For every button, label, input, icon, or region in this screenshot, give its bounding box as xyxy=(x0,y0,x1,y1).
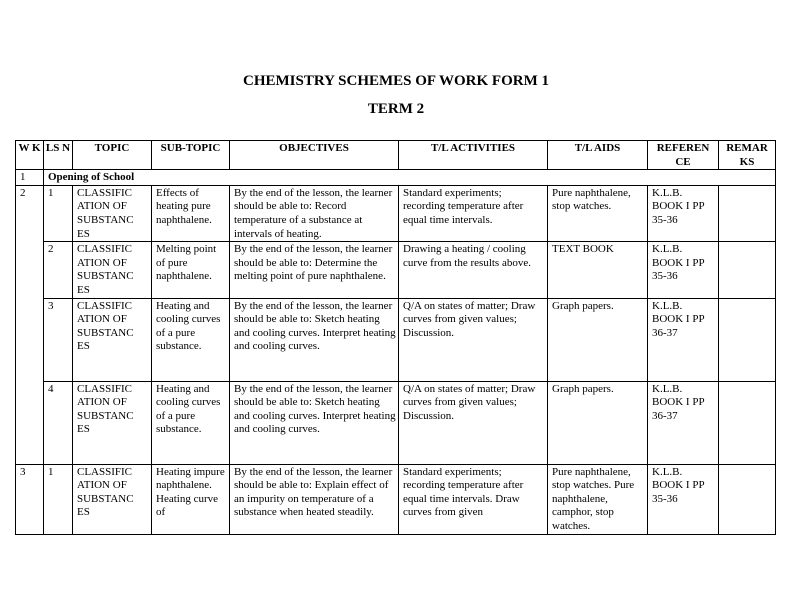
reference-cell: K.L.B. BOOK I PP 35-36 xyxy=(648,185,719,241)
header-reference: REFEREN CE xyxy=(648,141,719,170)
topic-cell: CLASSIFIC ATION OF SUBSTANC ES xyxy=(73,464,152,534)
objectives-cell: By the end of the lesson, the learner should be able to: Sketch heating and cooling curves. Interpret heating and cooling curves. xyxy=(230,381,399,464)
week-cell: 3 xyxy=(16,464,44,534)
table-row xyxy=(16,381,776,464)
lesson-cell: 1 xyxy=(44,464,73,534)
scheme-of-work-table xyxy=(15,140,776,535)
subtopic-cell: Effects of heating pure naphthalene. xyxy=(152,185,230,241)
header-lesson: LS N xyxy=(44,141,73,170)
aids-cell: Graph papers. xyxy=(548,381,648,464)
document-title: CHEMISTRY SCHEMES OF WORK FORM 1 xyxy=(242,73,550,89)
objectives-cell: By the end of the lesson, the learner should be able to: Record temperature of a substance at intervals of heating. xyxy=(230,185,399,241)
activities-cell: Standard experiments; recording temperature after equal time intervals. xyxy=(399,185,548,241)
opening-row xyxy=(16,170,776,186)
aids-cell: TEXT BOOK xyxy=(548,242,648,298)
lesson-cell: 4 xyxy=(44,381,73,464)
reference-cell: K.L.B. BOOK I PP 36-37 xyxy=(648,298,719,381)
topic-cell: CLASSIFIC ATION OF SUBSTANC ES xyxy=(73,242,152,298)
header-topic: TOPIC xyxy=(73,141,152,170)
term-heading: TERM 2 xyxy=(367,101,425,117)
subtopic-cell: Heating and cooling curves of a pure substance. xyxy=(152,298,230,381)
reference-cell: K.L.B. BOOK I PP 35-36 xyxy=(648,242,719,298)
objectives-cell: By the end of the lesson, the learner should be able to: Determine the melting point of pure naphthalene. xyxy=(230,242,399,298)
header-subtopic: SUB-TOPIC xyxy=(152,141,230,170)
remarks-cell xyxy=(719,298,776,381)
activities-cell: Drawing a heating / cooling curve from the results above. xyxy=(399,242,548,298)
table-row xyxy=(16,298,776,381)
aids-cell: Pure naphthalene, stop watches. xyxy=(548,185,648,241)
opening-week: 1 xyxy=(16,170,44,186)
header-remarks: REMAR KS xyxy=(719,141,776,170)
topic-cell: CLASSIFIC ATION OF SUBSTANC ES xyxy=(73,381,152,464)
table-row xyxy=(16,185,776,241)
aids-cell: Graph papers. xyxy=(548,298,648,381)
header-objectives: OBJECTIVES xyxy=(230,141,399,170)
remarks-cell xyxy=(719,185,776,241)
remarks-cell xyxy=(719,464,776,534)
header-row xyxy=(16,141,776,170)
week-cell: 2 xyxy=(16,185,44,464)
header-week: W K xyxy=(16,141,44,170)
lesson-cell: 3 xyxy=(44,298,73,381)
lesson-cell: 1 xyxy=(44,185,73,241)
objectives-cell: By the end of the lesson, the learner should be able to: Sketch heating and cooling curves. Interpret heating and cooling curves. xyxy=(230,298,399,381)
subtopic-cell: Heating and cooling curves of a pure substance. xyxy=(152,381,230,464)
reference-cell: K.L.B. BOOK I PP 35-36 xyxy=(648,464,719,534)
subtopic-cell: Heating impure naphthalene. Heating curve of xyxy=(152,464,230,534)
remarks-cell xyxy=(719,242,776,298)
aids-cell: Pure naphthalene, stop watches. Pure naphthalene, camphor, stop watches. xyxy=(548,464,648,534)
topic-cell: CLASSIFIC ATION OF SUBSTANC ES xyxy=(73,185,152,241)
reference-cell: K.L.B. BOOK I PP 36-37 xyxy=(648,381,719,464)
header-aids: T/L AIDS xyxy=(548,141,648,170)
table-row xyxy=(16,464,776,534)
topic-cell: CLASSIFIC ATION OF SUBSTANC ES xyxy=(73,298,152,381)
activities-cell: Q/A on states of matter; Draw curves from given values; Discussion. xyxy=(399,298,548,381)
opening-text: Opening of School xyxy=(44,170,776,186)
header-activities: T/L ACTIVITIES xyxy=(399,141,548,170)
table-row xyxy=(16,242,776,298)
objectives-cell: By the end of the lesson, the learner should be able to: Explain effect of an impurity on temperature of a substance when heated steadily. xyxy=(230,464,399,534)
subtopic-cell: Melting point of pure naphthalene. xyxy=(152,242,230,298)
lesson-cell: 2 xyxy=(44,242,73,298)
remarks-cell xyxy=(719,381,776,464)
activities-cell: Q/A on states of matter; Draw curves from given values; Discussion. xyxy=(399,381,548,464)
activities-cell: Standard experiments; recording temperature after equal time intervals. Draw curves from given xyxy=(399,464,548,534)
